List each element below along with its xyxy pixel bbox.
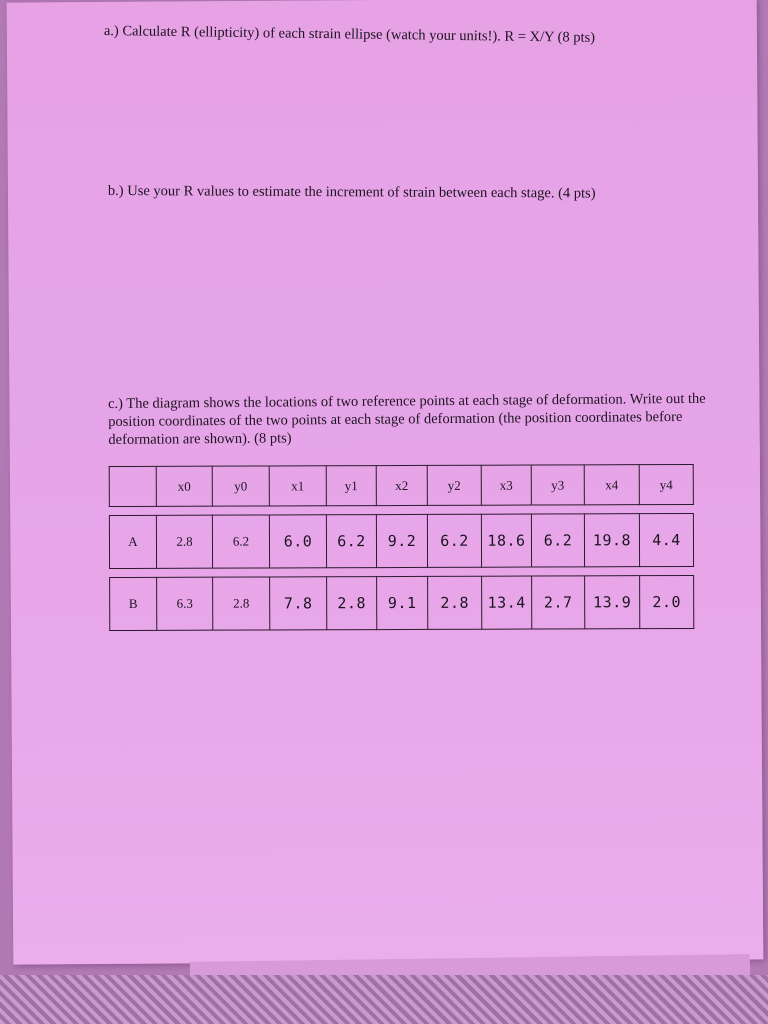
handwritten-value: 6.2 bbox=[326, 515, 376, 568]
carpet-background bbox=[0, 975, 768, 1024]
handwritten-value: 6.2 bbox=[531, 514, 584, 567]
handwritten-value: 2.8 bbox=[428, 576, 482, 629]
handwritten-value: 2.7 bbox=[532, 576, 585, 629]
question-a: a.) Calculate R (ellipticity) of each strain ellipse (watch your units!). R = X/Y (8 pts) bbox=[103, 22, 596, 46]
handwritten-value: 6.0 bbox=[269, 515, 326, 568]
header-corner bbox=[109, 466, 156, 506]
handwritten-value: 7.8 bbox=[270, 577, 327, 630]
table-header-row bbox=[109, 464, 693, 506]
handwritten-value: 6.2 bbox=[427, 514, 481, 567]
handwritten-value: 2.0 bbox=[640, 575, 694, 628]
header-x1: x1 bbox=[269, 466, 326, 506]
header-y2: y2 bbox=[427, 465, 481, 505]
header-x3: x3 bbox=[481, 465, 531, 505]
header-x0: x0 bbox=[156, 466, 212, 506]
question-c: c.) The diagram shows the locations of two reference points at each stage of deformation. Write out the position coordinates of the two points at each stage of deformation (the position coordinates before deformation are shown). (8 pts) bbox=[108, 390, 706, 448]
handwritten-value: 4.4 bbox=[639, 513, 693, 566]
row-label: A bbox=[109, 515, 156, 568]
row-label: B bbox=[110, 577, 157, 630]
handwritten-value: 19.8 bbox=[584, 514, 639, 567]
question-b: b.) Use your R values to estimate the increment of strain between each stage. (4 pts) bbox=[107, 182, 596, 202]
header-y4: y4 bbox=[639, 464, 693, 504]
table-row bbox=[109, 513, 693, 568]
header-y1: y1 bbox=[326, 466, 376, 506]
handwritten-value: 18.6 bbox=[481, 514, 531, 567]
header-x2: x2 bbox=[376, 465, 427, 505]
header-y0: y0 bbox=[212, 466, 269, 506]
header-x4: x4 bbox=[584, 465, 639, 505]
cell-value: 6.2 bbox=[212, 515, 269, 568]
cell-value: 2.8 bbox=[213, 577, 270, 630]
handwritten-value: 13.4 bbox=[482, 576, 532, 629]
table-row bbox=[110, 575, 694, 630]
cell-value: 2.8 bbox=[156, 515, 212, 568]
handwritten-value: 9.2 bbox=[376, 514, 427, 567]
coordinates-table bbox=[109, 464, 695, 631]
cell-value: 6.3 bbox=[157, 577, 213, 630]
handwritten-value: 9.1 bbox=[377, 576, 428, 629]
handwritten-value: 13.9 bbox=[585, 576, 640, 629]
header-y3: y3 bbox=[531, 465, 584, 505]
handwritten-value: 2.8 bbox=[327, 577, 377, 630]
